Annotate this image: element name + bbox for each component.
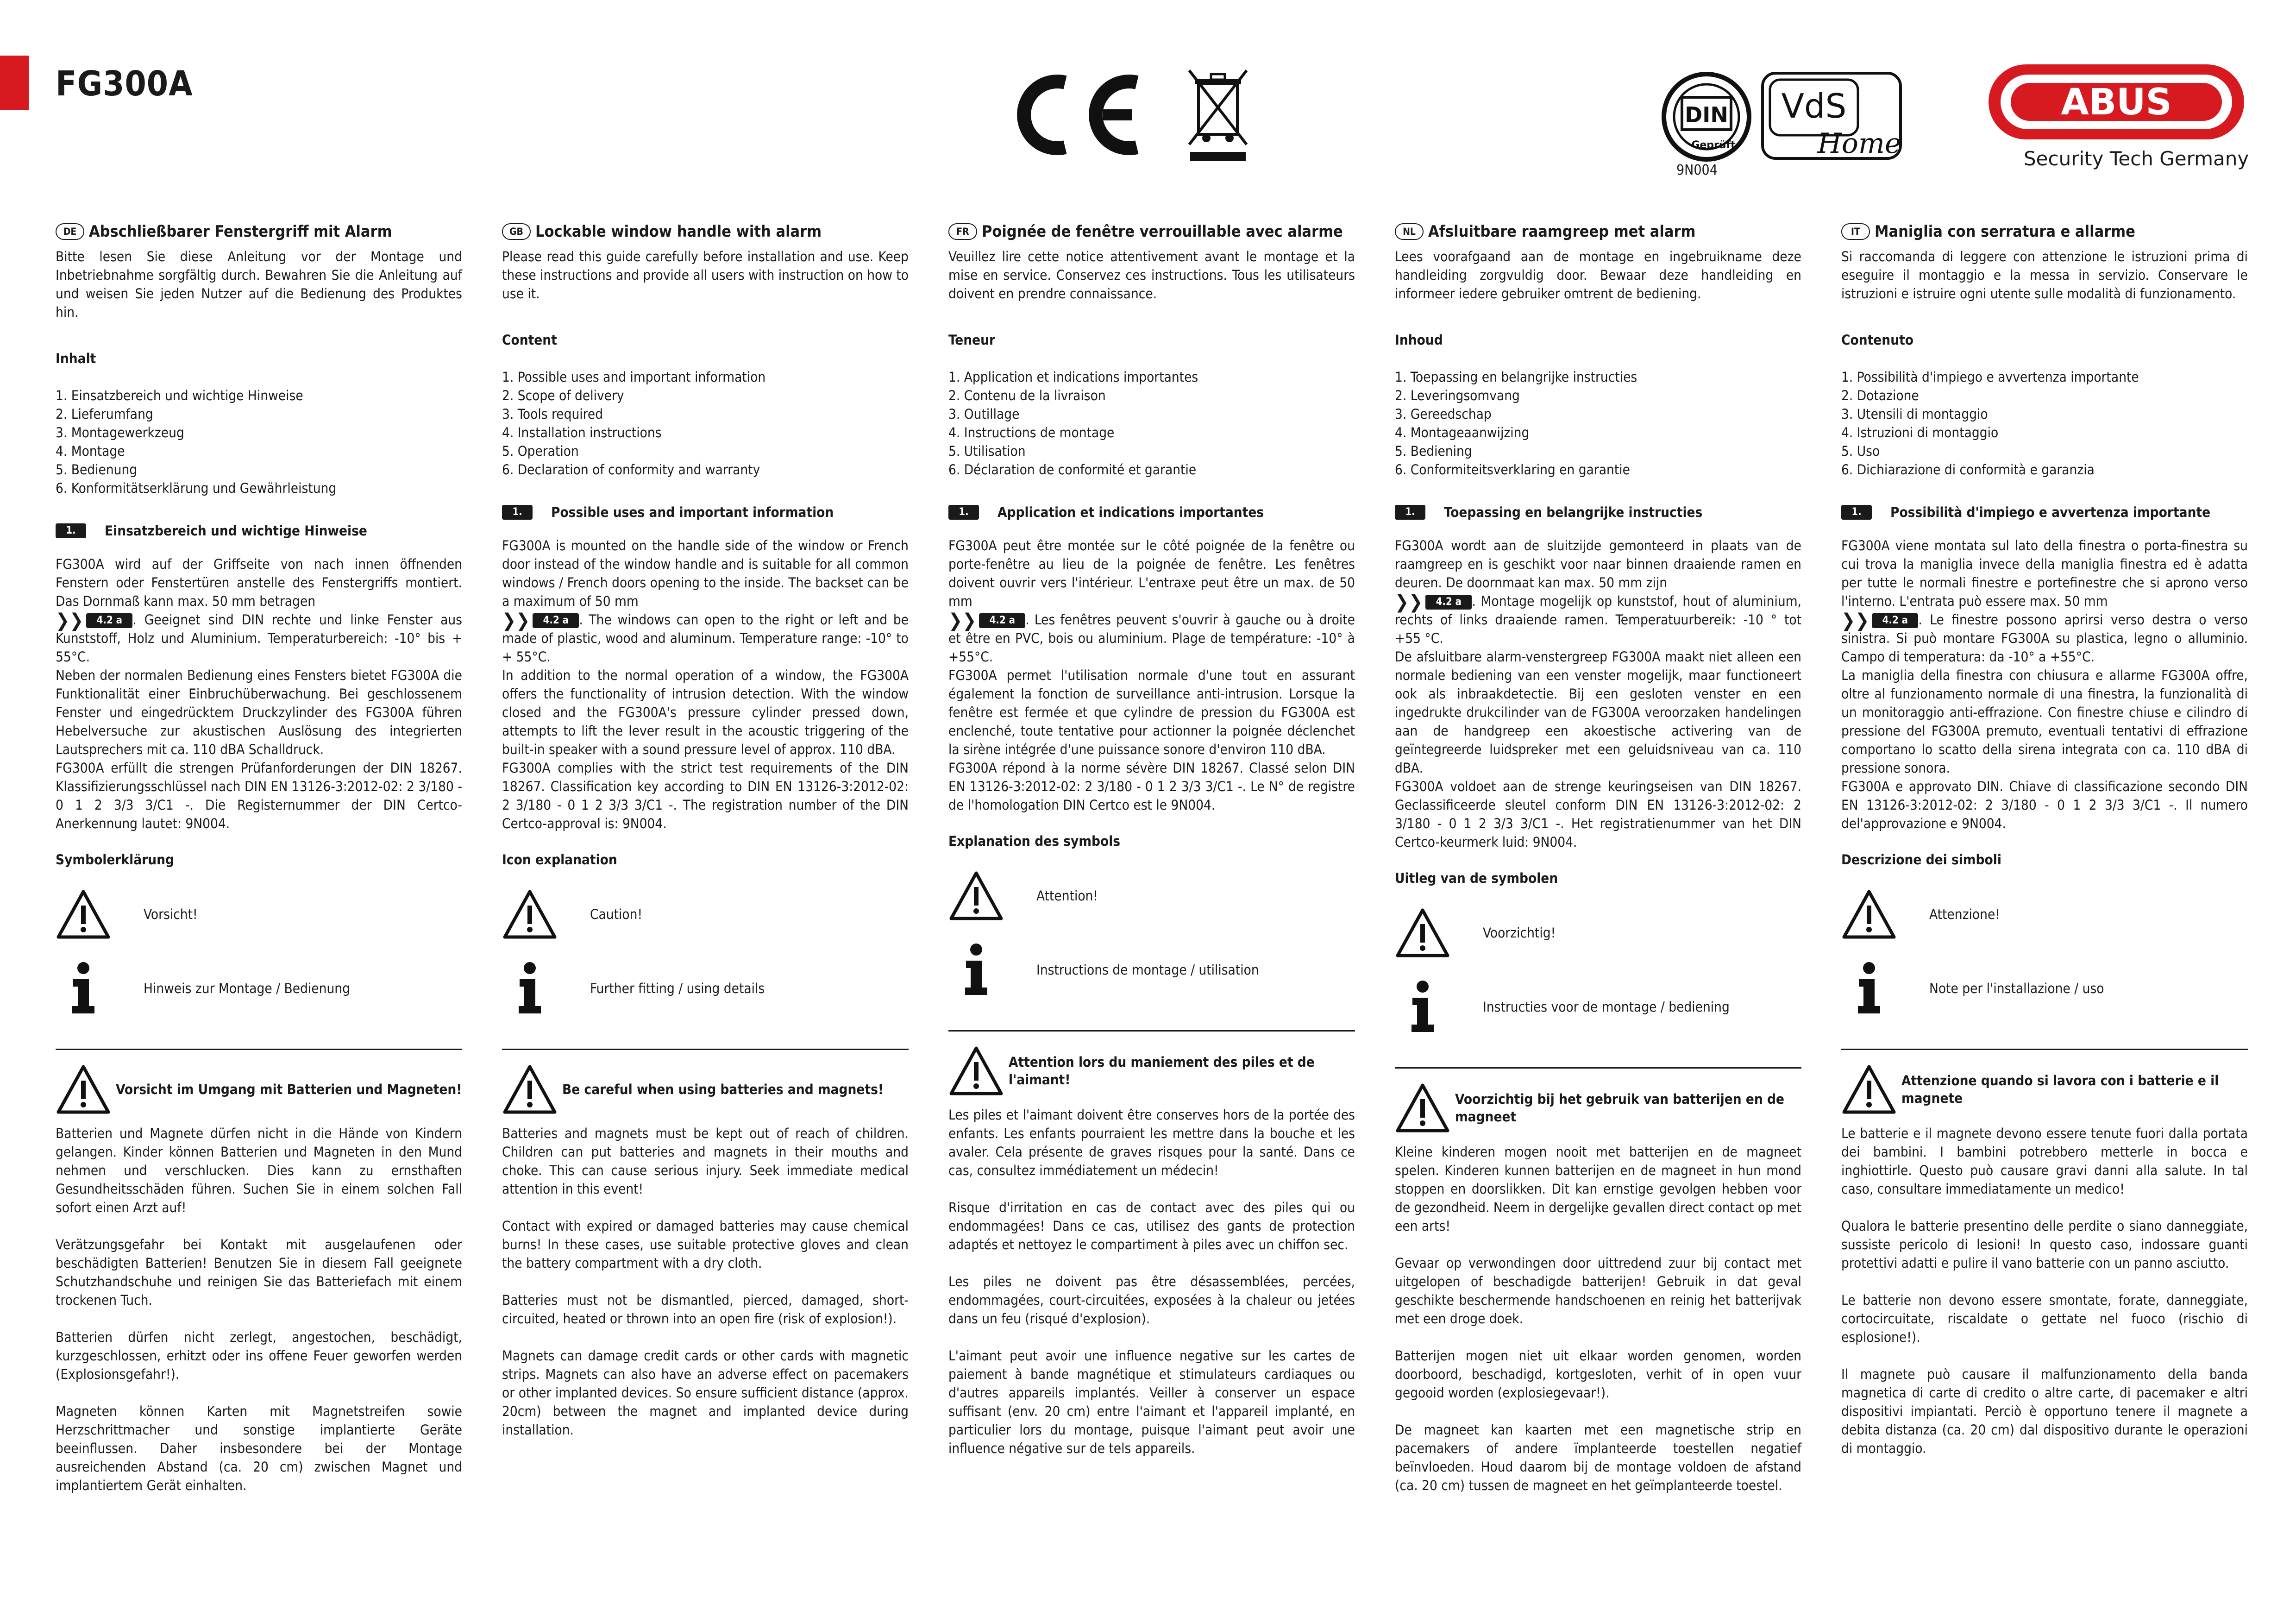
din-registration-code: 9N004	[1676, 162, 1718, 178]
symbol-row-info	[1395, 970, 1801, 1044]
symbol-info-label: Note per l'installazione / uso	[1929, 981, 2104, 996]
language-badge: FR	[948, 223, 977, 240]
info-icon	[1841, 961, 1897, 1016]
section-body-a: FG300A wordt aan de sluitzijde gemonteerd in plaats van de raamgreep en is geschikt voor naar binnen draaiende ramen en deuren. De doornmaat kan max. 50 mm zijn	[1395, 538, 1801, 591]
section-body-b: . Les fenêtres peuvent s'ouvrir à gauche ou à droite et être en PVC, bois ou aluminium. Plage de température: -10° à +55°C. FG300A permet l'utilisation normale d'une tout en assurant également la fonction de surveillance anti-intrusion. Lorsque la fenêtre est fermée et que cylindre de pression du FG300A est enclenché, toute tentative pour actionner la poignée déclenchet la sirène intégrée d'une puissance sonore d'environ 110 dBA. FG300A répond à la norme sévère DIN 18267. Classé selon DIN EN 13126-3:2012-02: 2 3/180 - 0 1 2 3/3 3/C1 -. Le N° de registre de l'homologation DIN Certco est le 9N004.	[948, 612, 1355, 813]
intro-text: Bitte lesen Sie diese Anleitung vor der Montage und Inbetriebnahme sorgfältig durch. Bewahren Sie die Anleitung auf und weisen Sie jeden Nutzer auf die Bedienung des Produktes hin.	[56, 249, 462, 320]
reference-label: 4.2 a	[1872, 613, 1918, 628]
column-de	[56, 218, 462, 1495]
reference-badge	[1395, 591, 1472, 613]
warning-triangle-icon	[948, 868, 1004, 924]
double-chevron-icon: ❯❯	[1395, 591, 1423, 613]
toc-title: Inhalt	[56, 351, 96, 366]
symbols-title: Explanation des symbols	[948, 833, 1121, 849]
section-body-b: . Montage mogelijk op kunststof, hout of aluminium, rechts of links draaiende ramen. Temperatuurbereik: -10 ° tot +55 °C. De afsluitbare alarm-venstergreep FG300A maakt niet alleen een normale bediening van een venster mogelijk, maar functioneert ook als inbraakdetectie. Bij een gesloten venster en een ingedrukte drukcilinder van de FG300A veroorzaken handelingen aan de handgreep een akoestische activering van de geïntegreerde luidspreker met een geluidsniveau van ca. 110 dBA. FG300A voldoet aan de strenge keuringseisen van DIN 18267. Geclassificeerde sleutel conform DIN EN 13126-3:2012-02: 2 3/180 - 0 1 2 3/3 3/C1 -. Het registratienummer van het DIN Certco-keurmerk luid: 9N004.	[1395, 593, 1801, 850]
reference-badge	[56, 610, 132, 631]
section-number: 1.	[1841, 505, 1872, 520]
symbol-caution-label: Voorzichtig!	[1483, 925, 1556, 941]
toc-title: Teneur	[948, 332, 996, 348]
section-body	[1395, 536, 1801, 851]
column-heading	[1395, 218, 1801, 245]
toc-list: 1. Possible uses and important information 2. Scope of delivery 3. Tools required 4. Installation instructions 5. Operation 6. Declaration of conformity and warranty	[502, 369, 766, 478]
section-body	[1841, 536, 2248, 833]
section-body	[502, 536, 909, 833]
warning-triangle-icon	[502, 1064, 558, 1115]
section-title: Application et indications importantes	[997, 504, 1264, 520]
warning-triangle-icon	[1395, 1082, 1450, 1133]
warning-body: Le batterie e il magnete devono essere tenute fuori dalla portata dei bambini. I bambini potrebbero metterle in bocca e inghiottirle. Questo può causare gravi danni alla salute. In tal caso, consultare immediatamente un medico! Qualora le batterie presentino delle perdite o siano danneggiate, sussiste pericolo di lesioni! In questo caso, indossare guanti protettivi adatti e pulire il vano batterie con un panno asciutto. Le batterie non devono essere smontate, forate, danneggiate, cortocircuitate, riscaldate o gettate nel fuoco (rischio di esplosione!). Il magnete può causare il malfunzionamento della banda magnetica di carte di credito o altre carte, di pacemaker e altri dispositivi impiantati. Perciò è opportuno tenere il magnete a debita distanza (ca. 20 cm) dal dispositivo durante le operazioni di montaggio.	[1841, 1126, 2248, 1456]
ce-mark-icon	[996, 69, 1148, 161]
symbols-title: Icon explanation	[502, 852, 617, 868]
brand-tab	[0, 56, 29, 110]
symbols-title: Symbolerklärung	[56, 852, 175, 868]
toc-list: 1. Toepassing en belangrijke instructies 2. Leveringsomvang 3. Gereedschap 4. Montageaanwijzing 5. Bediening 6. Conformiteitsverklaring en garantie	[1395, 369, 1637, 478]
warning-triangle-icon	[1841, 1064, 1897, 1115]
divider	[1841, 1049, 2248, 1050]
symbol-row-caution	[948, 859, 1355, 933]
section-body-a: FG300A peut être montée sur le côté poignée de la fenêtre ou porte-fenêtre au lieu de la poignée de fenêtre. Les fenêtres doivent ouvrir vers l'intérieur. L'entraxe peut être un max. de 50 mm	[948, 538, 1355, 609]
toc-title: Content	[502, 332, 557, 348]
section-body	[948, 536, 1355, 814]
symbol-info-label: Hinweis zur Montage / Bedienung	[144, 981, 350, 996]
vds-text: VdS	[1781, 87, 1847, 126]
symbols-title: Uitleg van de symbolen	[1395, 870, 1558, 886]
language-badge: DE	[56, 223, 84, 240]
column-heading	[1841, 218, 2248, 245]
symbol-row-info	[1841, 951, 2248, 1025]
reference-label: 4.2 a	[1425, 595, 1472, 610]
abus-logo	[1987, 63, 2246, 141]
symbol-row-info	[56, 951, 462, 1025]
info-icon	[1395, 979, 1450, 1035]
reference-badge	[1841, 610, 1918, 631]
section-heading	[1841, 503, 2248, 522]
vds-sub: Home	[1817, 127, 1901, 160]
section-number: 1.	[948, 505, 979, 520]
section-body-b: . Geeignet sind DIN rechte und linke Fenster aus Kunststoff, Holz und Aluminium. Temperaturbereich: -10° bis + 55°C. Neben der normalen Bedienung eines Fensters bietet FG300A die Funktionalität einer Einbruchüberwachung. Bei geschlossenem Fenster und eingedrücktem Druckzylinder des FG300A führen Hebelversuche zur akustischen Auslösung des integrierten Lautsprechers mit ca. 110 dBA Schalldruck. FG300A erfüllt die strengen Prüfanforderungen der DIN 18267. Klassifizierungsschlüssel nach DIN EN 13126-3:2012-02: 2 3/180 - 0 1 2 3/3 3/C1 -. Die Registernummer der DIN Certco-Anerkennung lautet: 9N004.	[56, 612, 462, 831]
reference-badge	[502, 610, 579, 631]
warning-heading	[56, 1064, 462, 1115]
symbol-row-caution	[502, 877, 909, 951]
warning-heading	[1841, 1064, 2248, 1115]
toc-list: 1. Application et indications importantes 2. Contenu de la livraison 3. Outillage 4. Instructions de montage 5. Utilisation 6. Déclaration de conformité et garantie	[948, 369, 1198, 478]
divider	[502, 1049, 909, 1050]
section-title: Einsatzbereich und wichtige Hinweise	[105, 523, 367, 539]
column-title: Afsluitbare raamgreep met alarm	[1428, 222, 1696, 241]
intro-text: Please read this guide carefully before installation and use. Keep these instructions and provide all users with instruction on how to use it.	[502, 249, 909, 302]
symbol-caution-label: Vorsicht!	[144, 906, 198, 922]
double-chevron-icon: ❯❯	[56, 610, 84, 631]
symbol-caution-label: Caution!	[590, 906, 643, 922]
toc-list: 1. Possibilità d'impiego e avvertenza importante 2. Dotazione 3. Utensili di montaggio 4. Istruzioni di montaggio 5. Uso 6. Dichiarazione di conformità e garanzia	[1841, 369, 2139, 478]
double-chevron-icon: ❯❯	[502, 610, 530, 631]
abus-tagline: Security Tech Germany	[2024, 147, 2249, 170]
language-badge: IT	[1841, 223, 1870, 240]
divider	[56, 1049, 462, 1050]
section-title: Possibilità d'impiego e avvertenza importante	[1890, 504, 2211, 520]
symbol-row-caution	[1841, 877, 2248, 951]
column-nl	[1395, 218, 1801, 1495]
symbol-info-label: Further fitting / using details	[590, 981, 765, 996]
double-chevron-icon: ❯❯	[948, 610, 977, 631]
info-icon	[948, 942, 1004, 998]
din-logo-text: DIN	[1685, 102, 1728, 127]
symbol-row-caution	[1395, 896, 1801, 970]
reference-label: 4.2 a	[979, 613, 1025, 628]
info-icon	[502, 961, 558, 1016]
column-en	[502, 218, 909, 1439]
divider	[948, 1030, 1355, 1032]
weee-bin-icon	[1186, 65, 1250, 162]
reference-label: 4.2 a	[533, 613, 579, 628]
section-body-a: FG300A viene montata sul lato della finestra o porta-finestra su cui trova la maniglia invece della maniglia finestra ed è adatta per tutte le normali finestre e portefinestre che si aprono verso l'interno. L'entrata può essere max. 50 mm	[1841, 538, 2248, 609]
intro-text: Si raccomanda di leggere con attenzione le istruzioni prima di eseguire il montaggio e la messa in servizio. Conservare le istruzioni e istruire ogni utente sulle modalità di funzionamento.	[1841, 249, 2248, 302]
column-heading	[56, 218, 462, 245]
din-logo-sub: Geprüft	[1691, 139, 1736, 151]
symbol-row-info	[948, 933, 1355, 1007]
warning-title: Vorsicht im Umgang mit Batterien und Magneten!	[116, 1082, 462, 1097]
symbol-info-label: Instructions de montage / utilisation	[1036, 962, 1259, 978]
section-body	[56, 555, 462, 833]
warning-title: Attention lors du maniement des piles et de l'aimant!	[1009, 1054, 1315, 1088]
section-number: 1.	[56, 523, 86, 538]
din-certification-icon	[1658, 70, 1755, 168]
warning-heading	[502, 1064, 909, 1115]
section-title: Possible uses and important information	[551, 504, 834, 520]
warning-triangle-icon	[1395, 905, 1450, 961]
column-heading	[502, 218, 909, 245]
reference-badge	[948, 610, 1025, 631]
column-heading	[948, 218, 1355, 245]
vds-home-icon	[1760, 70, 1903, 161]
column-title: Poignée de fenêtre verrouillable avec alarme	[982, 222, 1343, 241]
symbol-row-info	[502, 951, 909, 1025]
warning-body: Kleine kinderen mogen nooit met batterijen en de magneet spelen. Kinderen kunnen batterijen en de magneet in hun mond stoppen en doorslikken. Dit kan ernstige gevolgen hebben voor de gezondheid. Neem in dergelijke gevallen direct contact op met een arts! Gevaar op verwondingen door uittredend zuur bij contact met uitgelopen of beschadigde batterijen! Gebruik in dat geval geschikte beschermende handschoenen en reinig het batterijvak met een droge doek. Batterijen mogen niet uit elkaar worden genomen, worden doorboord, beschadigd, kortgesloten, verhit of in open vuur gegooid worden (explosiegevaar!). De magneet kan kaarten met een magnetische strip en pacemakers of andere ïmplanteerde toestellen negatief beïnvloeden. Houd daarom bij de montage voldoen de afstand (ca. 20 cm) tussen de magneet en het geïmplanteerde toestel.	[1395, 1144, 1801, 1493]
symbols-title: Descrizione dei simboli	[1841, 852, 2001, 868]
toc-title: Inhoud	[1395, 332, 1443, 348]
warning-body: Les piles et l'aimant doivent être conserves hors de la portée des enfants. Les enfants pourraient les mettre dans la bouche et les avaler. Cela présente de graves risques pour la santé. Dans ce cas, consultez immédiatement un médecin! Risque d'irritation en cas de contact avec des piles qui ou endommagées! Dans ce cas, utilisez des gants de protection adaptés et nettoyez le compartiment à piles avec un chiffon sec. Les piles ne doivent pas être désassemblées, percées, endommagées, court-circuitées, exposées à la chaleur ou jetées dans un feu (risqué d'explosion). L'aimant peut avoir une influence negative sur les cartes de paiement à bande magnétique et stimulateurs cardiaques ou d'autres appareils implantés. Veiller à conserver un espace suffisant (env. 20 cm) entre l'aimant et l'appareil implanté, en particulier lors du montage, puisque l'aimant peut avoir une influence négative sur de tels appareils.	[948, 1107, 1355, 1456]
section-body-b: . The windows can open to the right or left and be made of plastic, wood and aluminum. Temperature range: -10° to + 55°C. In addition to the normal operation of a window, the FG300A offers the functionality of intrusion detection. With the window closed and the FG300A's pressure cylinder pressed down, attempts to lift the lever result in the acoustic triggering of the built-in speaker with a sound pressure level of approx. 110 dBA. FG300A complies with the strict test requirements of the DIN 18267. Classification key according to DIN EN 13126-3:2012-02: 2 3/180 - 0 1 2 3/3 3/C1 -. The registration number of the DIN Certco-approval is: 9N004.	[502, 612, 909, 831]
warning-triangle-icon	[502, 887, 558, 942]
warning-triangle-icon	[56, 887, 111, 942]
info-icon	[56, 961, 111, 1016]
intro-text: Lees voorafgaand aan de montage en ingebruikname deze handleiding zorgvuldig door. Bewaar deze handleiding en informeer iedere gebruiker omtrent de bediening.	[1395, 249, 1801, 302]
section-body-a: FG300A is mounted on the handle side of the window or French door instead of the window handle and is suitable for all common windows / French doors opening to the inside. The backset can be a maximum of 50 mm	[502, 538, 909, 609]
column-it	[1841, 218, 2248, 1458]
language-badge: GB	[502, 223, 531, 240]
toc-title: Contenuto	[1841, 332, 1914, 348]
divider	[1395, 1067, 1801, 1069]
section-body-a: FG300A wird auf der Griffseite von nach innen öffnenden Fenstern oder Fenstertüren anstelle des Fenstergriffs montiert. Das Dornmaß kann max. 50 mm betragen	[56, 556, 462, 609]
warning-heading	[948, 1045, 1355, 1096]
warning-title: Be careful when using batteries and magnets!	[562, 1082, 884, 1097]
warning-title: Voorzichtig bij het gebruik van batterijen en de magneet	[1455, 1091, 1785, 1125]
warning-triangle-icon	[56, 1064, 111, 1115]
symbol-caution-label: Attention!	[1036, 888, 1098, 904]
section-heading	[1395, 503, 1801, 522]
warning-triangle-icon	[948, 1045, 1004, 1096]
reference-label: 4.2 a	[86, 613, 132, 628]
intro-text: Veuillez lire cette notice attentivement avant le montage et la mise en service. Conservez ces instructions. Tous les utilisateurs doivent en prendre connaissance.	[948, 249, 1355, 302]
symbol-row-caution	[56, 877, 462, 951]
section-heading	[502, 503, 909, 522]
language-badge: NL	[1395, 223, 1424, 240]
symbol-info-label: Instructies voor de montage / bediening	[1483, 999, 1730, 1015]
double-chevron-icon: ❯❯	[1841, 610, 1869, 631]
section-title: Toepassing en belangrijke instructies	[1444, 504, 1703, 520]
abus-logo-text: ABUS	[2061, 82, 2172, 123]
section-body-b: . Le finestre possono aprirsi verso destra o verso sinistra. Si può montare FG300A su plastica, legno o alluminio. Campo di temperatura: da -10° a +55°C. La maniglia della finestra con chiusura e allarme FG300A offre, oltre al funzionamento normale di una finestra, la funzionalità di un monitoraggio anti-effrazione. Con finestre chiuse e cilindro di pressione del FG300A premuto, eventuali tentativi di effrazione comportano lo scatto della sirena integrata con ca. 110 dBA di pressione sonora. FG300A e approvato DIN. Chiave di classificazione secondo DIN EN 13126-3:2012-02: 2 3/180 - 0 1 2 3/3 3/C1 -. Il numero del'approvazione e 9N004.	[1841, 612, 2248, 831]
warning-body: Batterien und Magnete dürfen nicht in die Hände von Kindern gelangen. Kinder können Batterien und Magneten in den Mund nehmen und verschlucken. Dies kann zu ernsthaften Gesundheitsschäden führen. Suchen Sie in einem solchen Fall sofort einen Arzt auf! Verätzungsgefahr bei Kontakt mit ausgelaufenen oder beschädigten Batterien! Benutzen Sie in diesem Fall geeignete Schutzhandschuhe und reinigen Sie das Batteriefach mit einem trockenen Tuch. Batterien dürfen nicht zerlegt, angestochen, beschädigt, kurzgeschlossen, erhitzt oder ins offene Feuer geworfen werden (Explosionsgefahr!). Magneten können Karten mit Magnetstreifen sowie Herzschrittmacher und sonstige implantierte Geräte beeinflussen. Daher insbesondere bei der Montage ausreichenden Abstand (ca. 20 cm) zwischen Magnet und implantiertem Gerät einhalten.	[56, 1126, 462, 1493]
section-heading	[948, 503, 1355, 522]
section-number: 1.	[1395, 505, 1425, 520]
column-fr	[948, 218, 1355, 1458]
symbol-caution-label: Attenzione!	[1929, 906, 2000, 922]
warning-body: Batteries and magnets must be kept out of reach of children. Children can put batteries and magnets in their mouths and choke. This can cause serious injury. Seek immediate medical attention in this event! Contact with expired or damaged batteries may cause chemical burns! In these cases, use suitable protective gloves and clean the battery compartment with a dry cloth. Batteries must not be dismantled, pierced, damaged, short-circuited, heated or thrown into an open fire (risk of explosion!). Magnets can damage credit cards or other cards with magnetic strips. Magnets can also have an adverse effect on pacemakers or other implanted devices. So ensure sufficient distance (approx. 20cm) between the magnet and implanted device during installation.	[502, 1126, 909, 1438]
column-title: Lockable window handle with alarm	[535, 222, 822, 241]
section-heading	[56, 522, 462, 540]
warning-heading	[1395, 1082, 1801, 1133]
page-title: FG300A	[56, 64, 193, 104]
warning-title: Attenzione quando si lavora con i batterie e il magnete	[1901, 1073, 2219, 1106]
section-number: 1.	[502, 505, 533, 520]
column-title: Maniglia con serratura e allarme	[1875, 222, 2135, 241]
column-title: Abschließbarer Fenstergriff mit Alarm	[89, 222, 392, 241]
warning-triangle-icon	[1841, 887, 1897, 942]
toc-list: 1. Einsatzbereich und wichtige Hinweise 2. Lieferumfang 3. Montagewerkzeug 4. Montage 5. Bedienung 6. Konformitätserklärung und Gewährleistung	[56, 388, 337, 496]
